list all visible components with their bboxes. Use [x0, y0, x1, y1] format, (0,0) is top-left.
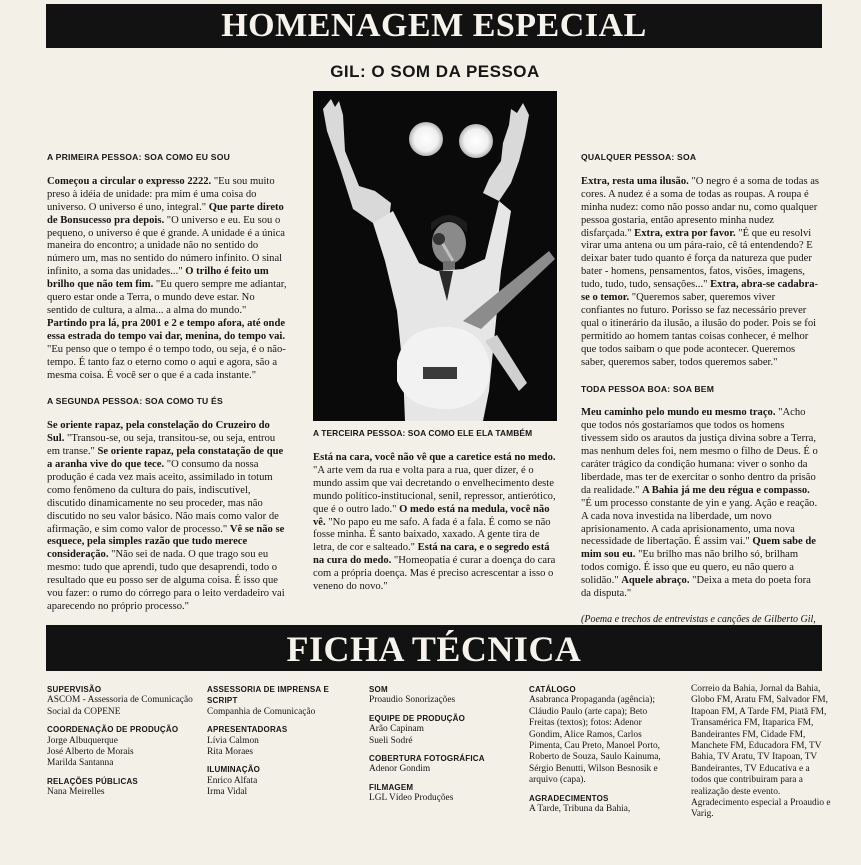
ficha-tecnica-banner: FICHA TÉCNICA	[46, 625, 822, 671]
credit-group	[207, 724, 357, 758]
credit-group	[369, 713, 519, 747]
lyric-line: Extra, extra por favor.	[634, 227, 736, 239]
quote-text: "No papo eu me safo. A fada é a fala. É como se não fosse minha. É santo baixado, xaxado. A gente tira de letra, de cor e salteado."	[313, 516, 551, 554]
credit-heading: APRESENTADORAS	[207, 725, 288, 735]
quote-text: "Eu penso que o tempo é o tempo todo, ou seja, é o não-tempo. É tanto faz o eterno como o aqui e agora, são a mesma coisa. É você ser o que é a cada instante."	[47, 343, 286, 381]
credit-name: Lívia Calmon	[207, 735, 259, 746]
credit-name: Correio da Bahia, Jornal da Bahia, Globo FM, Aratu FM, Salvador FM, Itapoan FM, A Tarde FM, Piatã FM, Transamérica FM, Itaparica FM, Bandeirantes FM, Cidade FM, Manchete FM, Educadora FM, TV Bahia, TV Aratu, TV Itapoan, TV Bandeirantes, TV Educativa e a todos que contribuiram para a realização deste evento. Agradecimento especial a Proaudio e Varig.	[691, 684, 831, 820]
article-credit: (Poema e trechos de entrevistas e canções de Gilberto Gil,	[581, 614, 816, 625]
credits-column	[691, 684, 831, 827]
credit-heading: EQUIPE DE PRODUÇÃO	[369, 713, 466, 723]
paragraph-primeira	[47, 176, 287, 383]
lyric-line: Partindo pra lá, pra 2001 e 2 e tempo afora, até onde essa estrada do tempo vai dar, menina, do tempo vai.	[47, 317, 286, 342]
quote-text: "Eu brilho mas não brilho só, brilham todos comigo. É isso que eu quero, eu não quero a solidão."	[581, 549, 799, 587]
lyric-line: Meu caminho pelo mundo eu mesmo traço.	[581, 407, 776, 419]
right-column	[581, 151, 821, 639]
credit-heading: COBERTURA FOTOGRÁFICA	[369, 754, 485, 764]
quote-text: "Acho que todos nós gostaríamos que todos os homens tivessem sido os arautos da justiça divina sobre a Terra, mas nenhum deles foi, nem mesmo o filho de Deus. É o caráter trágico da condição humana: viver o sonho da liberdade, mas ter de exercitar o sonho dentro da prisão da realidade."	[581, 407, 818, 496]
concert-photo	[313, 91, 557, 421]
quote-text: "Transou-se, ou seja, transitou-se, ou seja, entrou em transe."	[47, 433, 276, 458]
credit-name: Asabranca Propaganda (agência); Cláudio Paulo (arte capa); Beto Freitas (textos); fotos: Adenor Gondim, Alice Ramos, Carlos Pimenta, Cau Preto, Manoel Porto, Roberto de Souza, Saulo Kainuma, Sérgio Benutti, Wilson Besnosik e arquivo (capa).	[529, 695, 661, 786]
credits-column	[47, 684, 197, 805]
lyric-line: Se oriente rapaz, pela constelação do Cruzeiro do Sul.	[47, 420, 270, 445]
credit-group	[207, 764, 357, 798]
credit-name: Nana Meirelles	[47, 787, 105, 798]
section-heading-toda: TODA PESSOA BOA: SOA BEM	[581, 383, 715, 394]
credit-group	[529, 793, 674, 816]
credit-heading: RELAÇÕES PÚBLICAS	[47, 776, 138, 786]
quote-text: "O negro é a soma de todas as cores. A nudez é a soma de todas as roupas. A roupa é minha nudez: como não posso andar nu, como qualquer pessoa gostaria, então apresento minha nudez disfarçada."	[581, 175, 820, 239]
quote-text: "Deixa a meta do poeta fora da disputa."	[581, 575, 811, 600]
credit-name: Marilda Santanna	[47, 758, 114, 769]
lyric-line: Está na cara, você não vê que a caretice está no medo.	[313, 452, 556, 463]
lyric-line: A Bahia já me deu régua e compasso.	[642, 484, 810, 496]
credit-group	[369, 782, 519, 805]
credit-name: Rita Moraes	[207, 747, 254, 758]
credit-name: LGL Vídeo Produções	[369, 793, 454, 804]
quote-text: "Queremos saber, queremos viver confiantes no futuro. Porisso se faz necessário prever qual o itinerário da ilusão, a ilusão do poder. Pois se foi permitido ao homem tantas coisas conhecer, é melhor que todos saibam o que pode acontecer. Queremos saber, queremos saber, todos queremos saber."	[581, 292, 817, 368]
credit-group	[369, 684, 519, 707]
performer-image	[313, 91, 557, 421]
credit-name: A Tarde, Tribuna da Bahia,	[529, 804, 631, 815]
credit-group	[207, 684, 357, 718]
credit-heading: SUPERVISÃO	[47, 685, 102, 694]
credit-name: Jorge Albuquerque	[47, 735, 118, 746]
credits-column	[207, 684, 357, 805]
credit-name: Proaudio Sonorizações	[369, 695, 456, 706]
quote-text: "Eu quero sempre me adiantar, quero estar onde a Terra, o mundo deve estar. No sentido de cultura, a alma... a alma do mundo."	[47, 279, 287, 316]
credit-group	[691, 684, 831, 821]
paragraph-segunda	[47, 420, 287, 614]
credit-heading: SOM	[369, 685, 388, 694]
credit-name: Arão Capinam	[369, 724, 424, 735]
lyric-line: Se oriente rapaz, pela constatação de que a aranha vive do que tece.	[47, 446, 284, 471]
credit-name: Enrico Alfata	[207, 775, 258, 786]
credit-heading: ILUMINAÇÃO	[207, 765, 261, 775]
quote-text: "Eu sou muito preso à idéia de unidade: pra mim é uma coisa do universo. O universo é uno, integral."	[47, 175, 275, 213]
credit-heading: CATÁLOGO	[529, 685, 576, 694]
lyric-line: Vê se não se esquece, pela simples razão que tudo merece consideração.	[47, 523, 285, 561]
stage-light-icon	[409, 122, 443, 156]
credit-group	[47, 684, 197, 718]
credits-column	[369, 684, 519, 811]
lyric-line: Aquele abraço.	[621, 575, 690, 587]
lyric-line: Começou a circular o expresso 2222.	[47, 175, 212, 187]
credit-group	[47, 724, 197, 770]
credit-name: Companhia de Comunicação	[207, 706, 316, 717]
lyric-line: Que parte direto de Bonsucesso pra depois.	[47, 201, 284, 226]
credit-group	[369, 753, 519, 776]
credits-column	[529, 684, 674, 821]
paragraph-terceira	[313, 452, 557, 594]
section-heading-segunda: A SEGUNDA PESSOA: SOA COMO TU ÉS	[47, 396, 223, 407]
quote-text: "É um processo constante de yin e yang. Ação e reação. A cada nova investida na liberdade, um novo aprisionamento. A cada aprisionamento, uma nova necessidade de libertação. É assim vai."	[581, 497, 818, 548]
lyric-line: O trilho é feito um brilho que não tem fim.	[47, 266, 269, 291]
credit-name: José Alberto de Morais	[47, 747, 134, 758]
credit-name: ASCOM - Assessoria de Comunicação Social da COPENE	[47, 695, 193, 717]
quote-text: "A arte vem da rua e volta para a rua, quer dizer, é o mundo assim que vai decretando o envelhecimento deste mundo político-institucional, senil, repressor, antierótico, que é o outro lado."	[313, 464, 556, 515]
header-banner: HOMENAGEM ESPECIAL	[46, 4, 822, 48]
photo-caption: A TERCEIRA PESSOA: SOA COMO ELE ELA TAMBÉM	[313, 428, 533, 438]
article-title: GIL: O SOM DA PESSOA	[330, 62, 540, 81]
credit-heading: ASSESSORIA DE IMPRENSA E SCRIPT	[207, 685, 330, 706]
lyric-line: Está na cara, e o segredo está na cura do medo.	[313, 542, 550, 567]
paragraph-qualquer	[581, 176, 821, 370]
credit-group	[529, 684, 674, 787]
credit-name: Adenor Gondim	[369, 764, 431, 775]
section-heading-primeira: A PRIMEIRA PESSOA: SOA COMO EU SOU	[47, 152, 230, 162]
paragraph-toda	[581, 407, 821, 601]
lyric-line: Quem sabe de mim sou eu.	[581, 536, 816, 561]
lyric-line: O medo está na medula, você não vê.	[313, 503, 550, 528]
quote-text: "Homeopatia é curar a doença do cara com a própria doença. Mas é preciso acrescentar a isso o veneno do novo."	[313, 555, 556, 593]
quote-text: "Não sei de nada. O que trago sou eu mesmo: tudo que aprendi, tudo que desaprendi, todo o resultado que eu posso ser de alguma coisa. É isso que vou fazer: o rumo do córrego para o leito verdadeiro vai aparecendo no próprio processo."	[47, 549, 285, 612]
quote-text: "É que eu resolvi virar uma antena ou um pára-raio, cê tá entendendo? E deixar bater tudo quanto é força da natureza que puder bater - homens, pensamentos, fatos, visões, imagens, tudo, tudo, tudo, sensações..."	[581, 227, 813, 291]
quote-text: "O universo e eu. Eu sou o pequeno, o universo é que é grande. A unidade é a única maneira do encontro; a unidade não no sentido do número um, mas no sentido do número infinito. O sinal infinito, a soma das unidades..."	[47, 214, 285, 278]
credit-heading: FILMAGEM	[369, 782, 414, 792]
left-column	[47, 151, 287, 627]
lyric-line: Extra, abra-se cadabra-se o temor.	[581, 279, 819, 304]
lyric-line: Extra, resta uma ilusão.	[581, 175, 689, 187]
credit-name: Sueli Sodré	[369, 735, 413, 746]
credit-heading: COORDENAÇÃO DE PRODUÇÃO	[47, 725, 179, 735]
credit-group	[47, 776, 197, 799]
credit-name: Irma Vidal	[207, 787, 248, 798]
stage-light-icon	[459, 124, 493, 158]
middle-column	[313, 452, 557, 607]
credit-heading: AGRADECIMENTOS	[529, 793, 609, 803]
quote-text: "O consumo da nossa produção é cada vez mais aceito, assimilado in totum como fenômeno da cultura do país, indiscutível, discutido dinamicamente no seu proceder, mas não discutido no seu valor básico. Não mais como valor de afirmação, e sim como valor de processo."	[47, 459, 279, 535]
section-heading-qualquer: QUALQUER PESSOA: SOA	[581, 152, 697, 162]
